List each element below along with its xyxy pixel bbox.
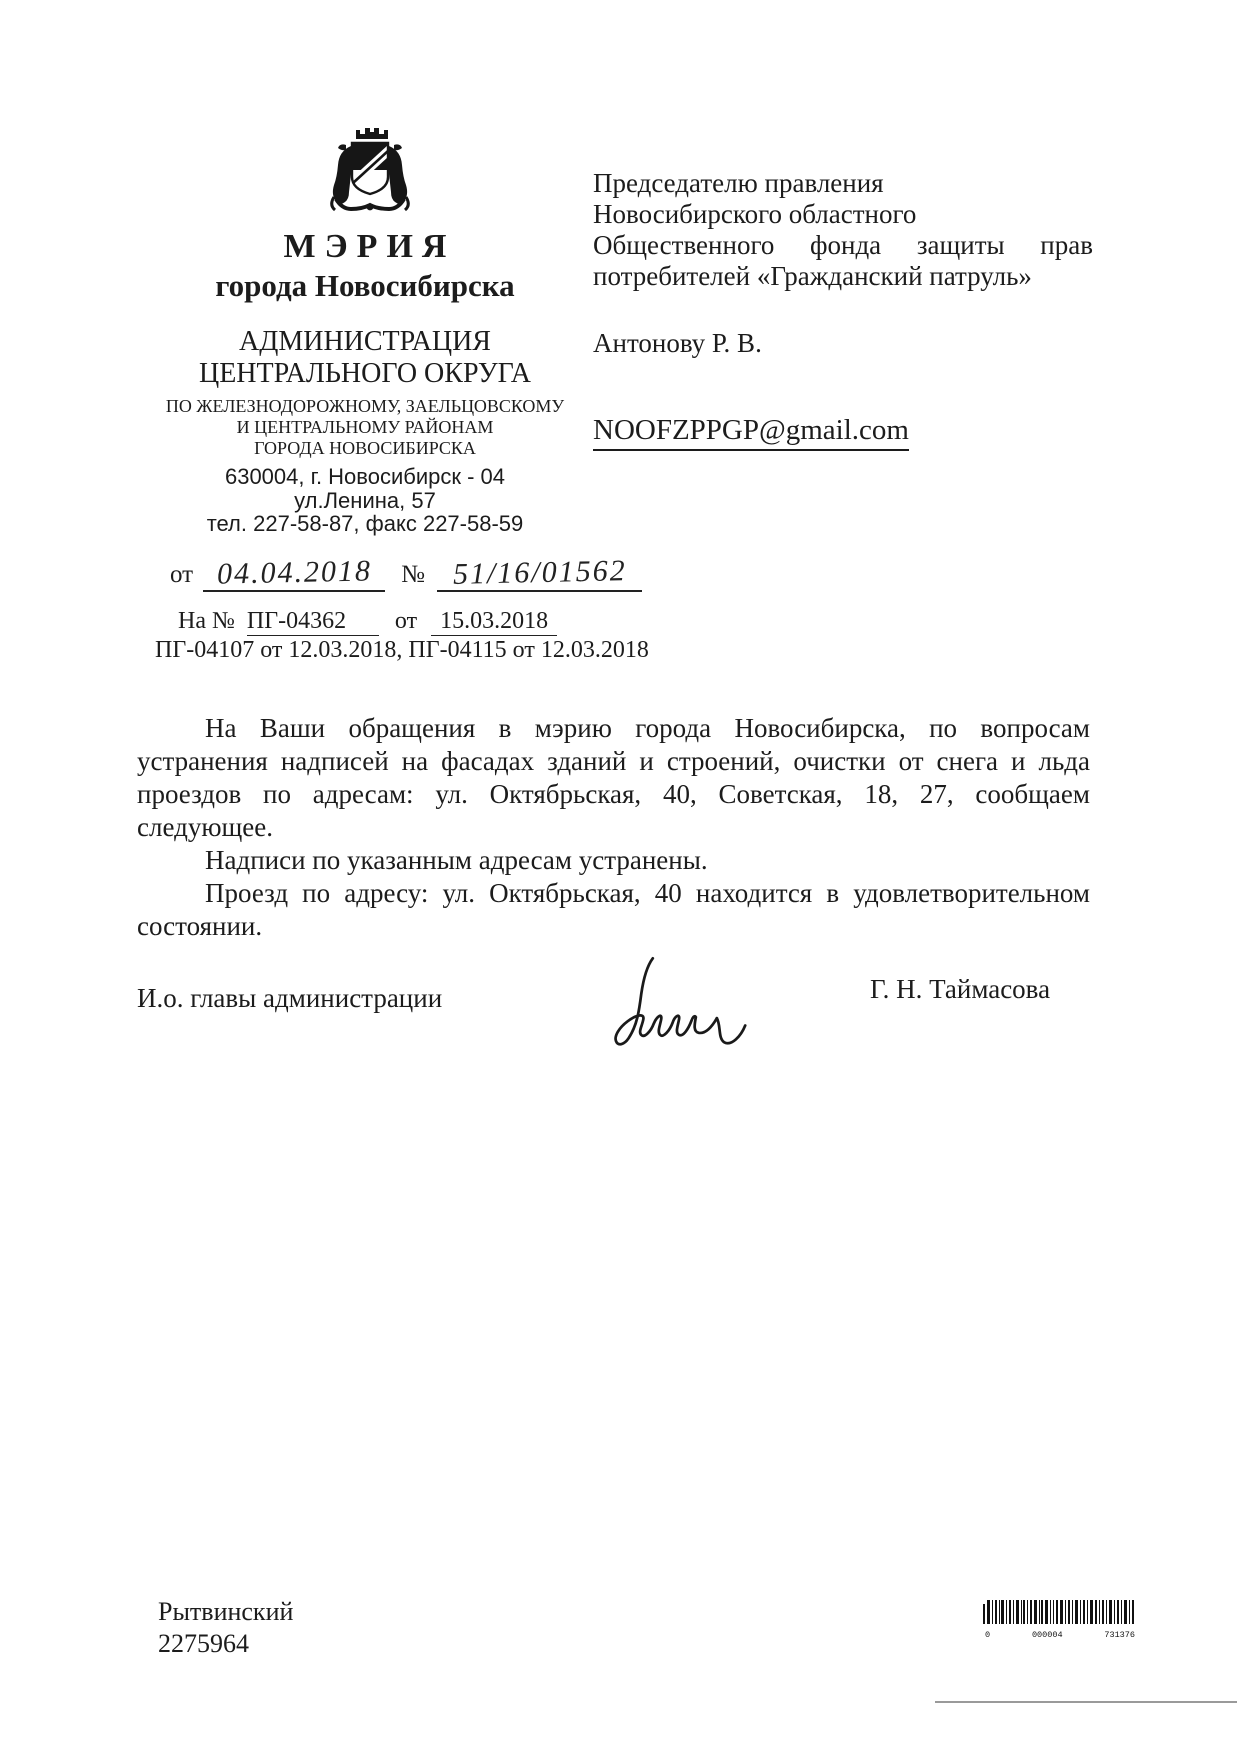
incoming-from-label: от xyxy=(394,608,418,634)
barcode xyxy=(983,1600,1137,1640)
dept-line1: АДМИНИСТРАЦИЯ xyxy=(239,326,491,357)
org-subtitle: города Новосибирска xyxy=(215,268,515,303)
recipient-email: NOOFZPPGP@gmail.com xyxy=(593,414,909,451)
barcode-digit-group: 000004 xyxy=(1031,1630,1063,1640)
recipient-line: Общественного фонда защиты прав xyxy=(593,230,1093,260)
handwritten-signature xyxy=(575,952,760,1057)
barcode-digit-group: 0 xyxy=(985,1630,991,1640)
outgoing-ref-row xyxy=(170,556,642,592)
scan-edge-line xyxy=(935,1701,1237,1703)
recipient-line: Новосибирского областного xyxy=(593,199,917,229)
executor-phone: 2275964 xyxy=(158,1629,249,1658)
body-paragraph: На Ваши обращения в мэрию города Новосибирска, по вопросам устранения надписей на фасадах зданий и строений, очистки от снега и льда проездов по адресам: ул. Октябрьская, 40, Советская, 18, 27, сообщаем следующее. xyxy=(137,713,1090,842)
recipient-name: Антонову Р. В. xyxy=(593,328,762,358)
districts-line2: И ЦЕНТРАЛЬНОМУ РАЙОНАМ xyxy=(236,417,494,437)
outgoing-no-label: № xyxy=(401,561,425,588)
recipient-block xyxy=(593,168,1093,292)
districts-line3: ГОРОДА НОВОСИБИРСКА xyxy=(254,438,476,458)
signoff-position: И.о. главы администрации xyxy=(137,983,443,1013)
handwritten-date: 04.04.2018 xyxy=(216,554,372,591)
executor-name: Рытвинский xyxy=(158,1597,294,1626)
barcode-bars-icon xyxy=(983,1600,1137,1626)
org-title: МЭРИЯ xyxy=(283,228,456,265)
districts-line1: ПО ЖЕЛЕЗНОДОРОЖНОМУ, ЗАЕЛЬЦОВСКОМУ xyxy=(165,396,565,416)
novosibirsk-coat-of-arms-icon xyxy=(322,118,418,220)
barcode-digit-group: 731376 xyxy=(1104,1630,1135,1640)
phone-fax: тел. 227-58-87, факс 227-58-59 xyxy=(206,511,524,536)
incoming-prefix: На № xyxy=(178,608,235,634)
signoff-name: Г. Н. Таймасова xyxy=(870,974,1051,1004)
barcode-digits xyxy=(985,1630,1135,1640)
letter-body xyxy=(137,712,1090,943)
incoming-number: ПГ-04362 xyxy=(247,608,379,636)
street-address: ул.Ленина, 57 xyxy=(294,487,436,513)
outgoing-from-label: от xyxy=(170,561,194,588)
outgoing-number-field xyxy=(437,556,642,592)
letterhead xyxy=(140,110,590,536)
incoming-ref-row xyxy=(178,608,557,636)
recipient-line: потребителей «Гражданский патруль» xyxy=(593,261,1032,291)
body-paragraph: Надписи по указанным адресам устранены. xyxy=(205,845,708,875)
outgoing-date-field xyxy=(203,556,385,592)
incoming-date: 15.03.2018 xyxy=(431,608,557,636)
recipient-line: Председателю правления xyxy=(593,168,884,198)
body-paragraph: Проезд по адресу: ул. Октябрьская, 40 находится в удовлетворительном состоянии. xyxy=(137,878,1090,941)
handwritten-number: 51/16/01562 xyxy=(452,554,627,591)
dept-line2: ЦЕНТРАЛЬНОГО ОКРУГА xyxy=(198,358,532,389)
incoming-extra-refs: ПГ-04107 от 12.03.2018, ПГ-04115 от 12.03.2018 xyxy=(155,637,649,663)
postal-address: 630004, г. Новосибирск - 04 xyxy=(224,464,506,489)
